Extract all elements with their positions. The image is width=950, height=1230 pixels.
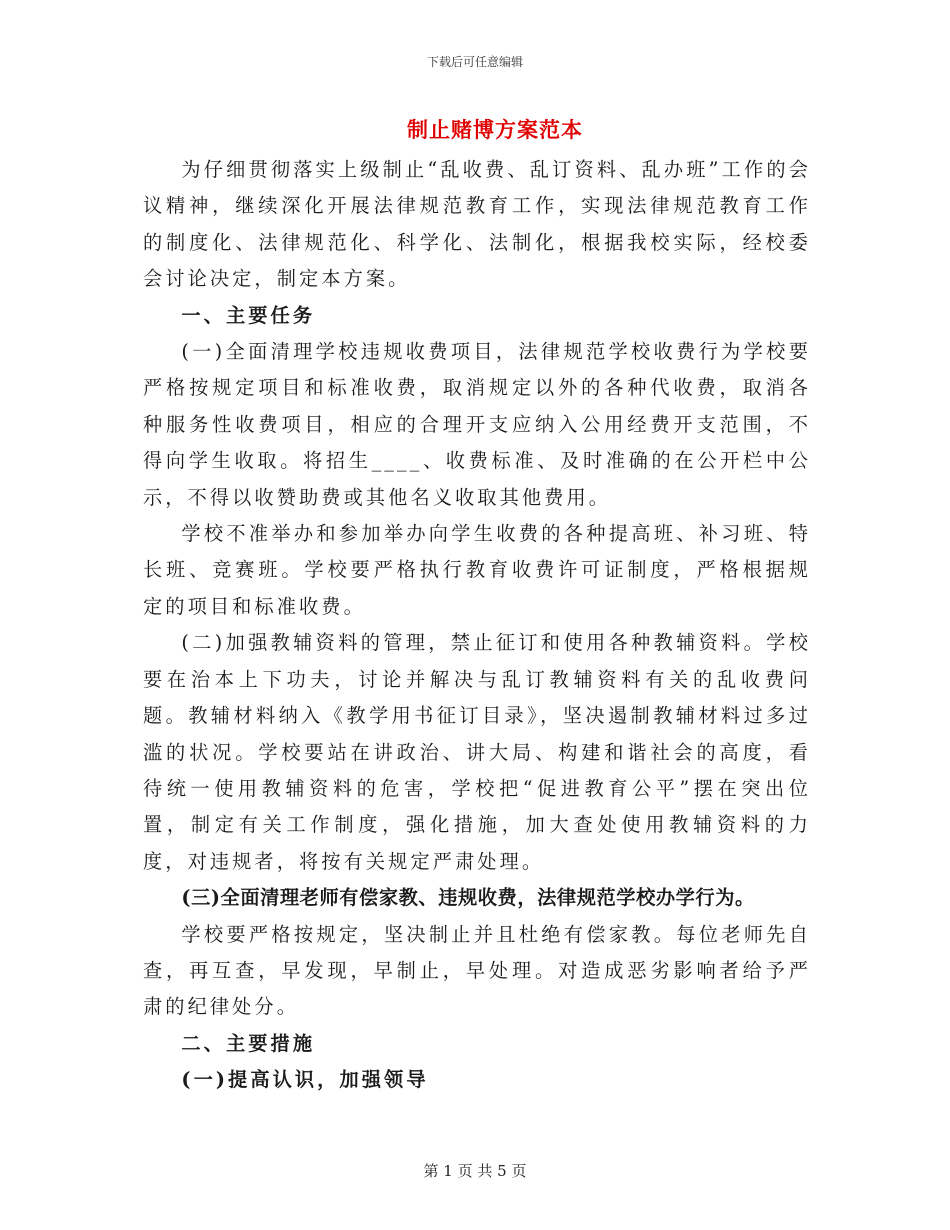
page-number-footer: 第 1 页 共 5 页 <box>423 1162 527 1180</box>
intro-paragraph: 为仔细贯彻落实上级制止“乱收费、乱订资料、乱办班”工作的会议精神，继续深化开展法律规范教育工作，实现法律规范教育工作的制度化、法律规范化、科学化、法制化，根据我校实际，经校委会讨论决定，制定本方案。 <box>143 158 811 291</box>
task-1-continuation-paragraph: 学校不准举办和参加举办向学生收费的各种提高班、补习班、特长班、竞赛班。学校要严格执行教育收费许可证制度，严格根据规定的项目和标准收费。 <box>143 522 811 618</box>
document-body <box>143 152 811 1099</box>
task-3-paragraph: 学校要严格按规定，坚决制止并且杜绝有偿家教。每位老师先自查，再互查，早发现，早制止，早处理。对造成恶劣影响者给予严肃的纪律处分。 <box>143 922 811 1019</box>
section-heading-main-tasks: 一、主要任务 <box>181 303 316 327</box>
task-2-paragraph: (二)加强教辅资料的管理，禁止征订和使用各种教辅资料。学校要在治本上下功夫，讨论并解决与乱订教辅资料有关的乱收费问题。教辅材料纳入《教学用书征订目录》，坚决遏制教辅材料过多过滥的状况。学校要站在讲政治、讲大局、构建和谐社会的高度，看待统一使用教辅资料的危害，学校把“促进教育公平”摆在突出位置，制定有关工作制度，强化措施，加大查处使用教辅资料的力度，对违规者，将按有关规定严肃处理。 <box>143 631 811 873</box>
measure-1-heading: (一)提高认识，加强领导 <box>181 1068 429 1092</box>
document-title: 制止赌博方案范本 <box>407 117 583 142</box>
task-1-paragraph: (一)全面清理学校违规收费项目，法律规范学校收费行为学校要严格按规定项目和标准收费，取消规定以外的各种代收费，取消各种服务性收费项目，相应的合理开支应纳入公用经费开支范围，不得向学生收取。将招生____、收费标准、及时准确的在公开栏中公示，不得以收赞助费或其他名义收取其他费用。 <box>143 340 811 509</box>
page-header-note: 下载后可任意编辑 <box>426 55 523 69</box>
task-3-heading: (三)全面清理老师有偿家教、违规收费，法律规范学校办学行为。 <box>181 886 755 910</box>
section-heading-main-measures: 二、主要措施 <box>181 1031 316 1055</box>
